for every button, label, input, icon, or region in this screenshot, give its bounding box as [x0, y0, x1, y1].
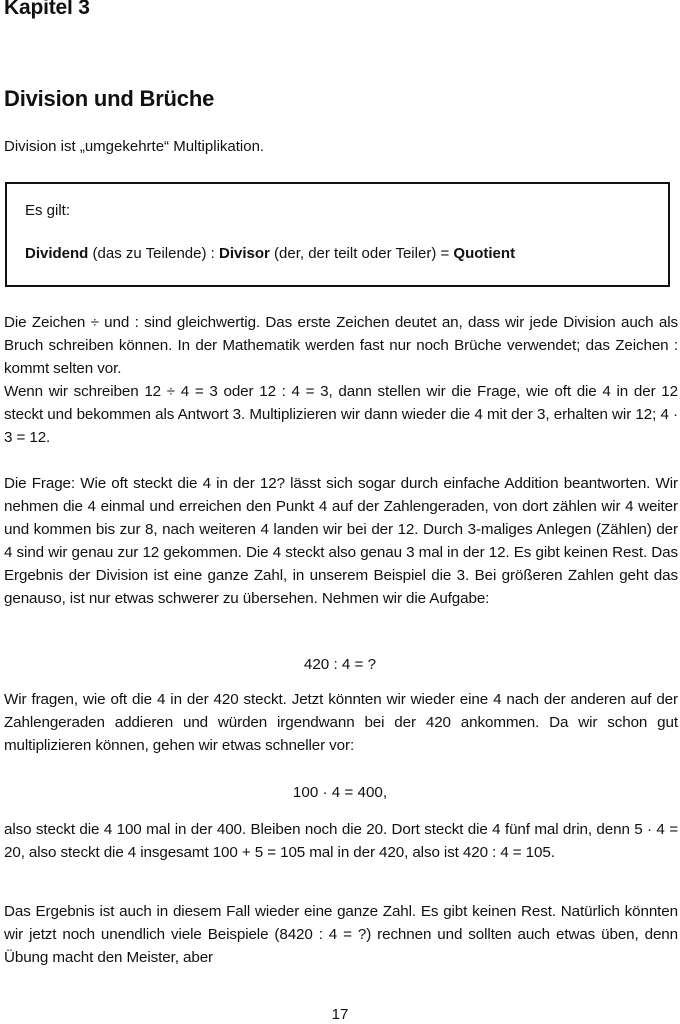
paragraph-symbols: Die Zeichen ÷ und : sind gleichwertig. Das erste Zeichen deutet an, dass wir jede Division auch als Bruch schreiben können. In der Mathematik werden fast nur noch Brüche verwendet; das Zeichen : kommt selten vor.: [4, 314, 678, 377]
paragraph-question-420: Wir fragen, wie oft die 4 in der 420 steckt. Jetzt könnten wir wieder eine 4 nach der anderen auf der Zahlengeraden addieren und würden irgendwann bei der 420 ankommen. Da wir schon gut multiplizieren können, gehen wir etwas schneller vor:: [4, 691, 678, 754]
definition-intro: Es gilt:: [25, 202, 71, 219]
paragraph-result-105: also steckt die 4 100 mal in der 400. Bleiben noch die 20. Dort steckt die 4 fünf mal drin, denn 5 · 4 = 20, also steckt die 4 insgesamt 100 + 5 = 105 mal in der 420, also ist 420 : 4 = 105.: [4, 821, 678, 861]
divisor-description: (der, der teilt oder Teiler) =: [269, 245, 454, 262]
section-title: Division und Brüche: [4, 86, 215, 111]
equation-420-div-4: 420 : 4 = ?: [303, 656, 377, 673]
divisor-term: Divisor: [218, 245, 270, 262]
paragraph-conclusion: Das Ergebnis ist auch in diesem Fall wieder eine ganze Zahl. Es gibt keinen Rest. Natürlich könnten wir jetzt noch unendlich viele Beispiele (8420 : 4 = ?) rechnen und sollten auch etwas üben, denn Übung macht den Meister, aber: [4, 903, 678, 966]
chapter-heading: Kapitel 3: [4, 0, 90, 19]
definition-formula: [25, 245, 515, 262]
paragraph-example-12: Wenn wir schreiben 12 ÷ 4 = 3 oder 12 : 4 = 3, dann stellen wir die Frage, wie oft die 4 in der 12 steckt und bekommen als Antwort 3. Multiplizieren wir dann wieder die 4 mit der 3, erhalten wir 12; 4 · 3 = 12.: [4, 383, 678, 446]
dividend-term: Dividend: [25, 245, 89, 262]
definition-box: [5, 182, 670, 287]
equation-100-times-4: 100 · 4 = 400,: [292, 784, 388, 801]
paragraph-addition: Die Frage: Wie oft steckt die 4 in der 12? lässt sich sogar durch einfache Addition beantworten. Wir nehmen die 4 einmal und erreichen den Punkt 4 auf der Zahlengeraden, von dort zählen wir 4 weiter und kommen bis zur 8, nach weiteren 4 landen wir bei der 12. Durch 3-maliges Anlegen (Zählen) der 4 sind wir genau zur 12 gekommen. Die 4 steckt also genau 3 mal in der 12. Es gibt keinen Rest. Das Ergebnis der Division ist eine ganze Zahl, in unserem Beispiel die 3. Bei größeren Zahlen geht das genauso, ist nur etwas schwerer zu übersehen. Nehmen wir die Aufgabe:: [4, 475, 678, 607]
dividend-description: (das zu Teilende) :: [88, 245, 219, 262]
quotient-term: Quotient: [453, 245, 516, 262]
page-number: 17: [331, 1006, 349, 1023]
intro-text: Division ist „umgekehrte“ Multiplikation.: [4, 138, 265, 155]
